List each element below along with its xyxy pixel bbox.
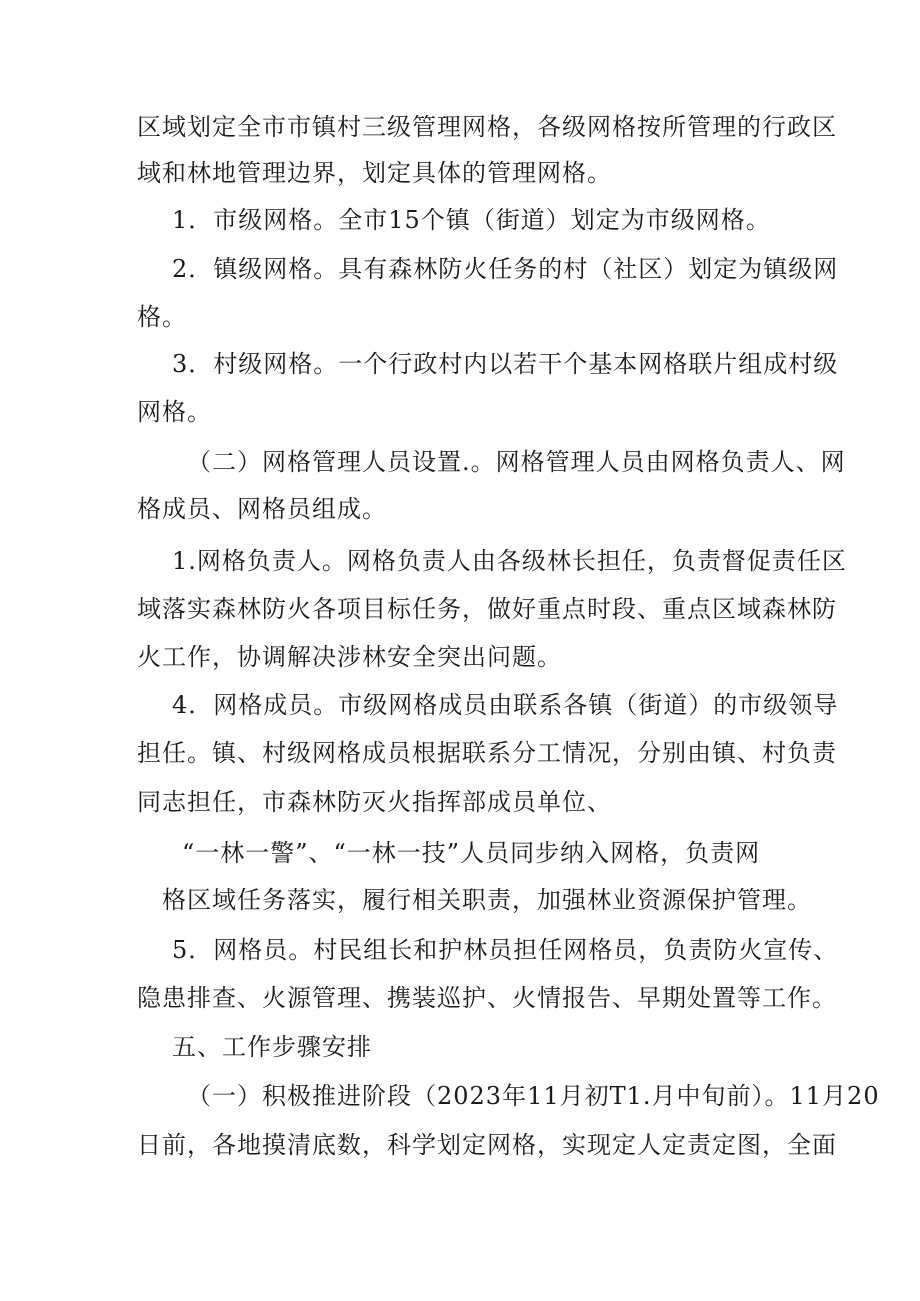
text-line: 区域划定全市市镇村三级管理网格，各级网格按所管理的行政区 (137, 113, 837, 141)
text-line: 格成员、网格员组成。 (137, 495, 387, 523)
text-line: 2．镇级网格。具有森林防火任务的村（社区）划定为镇级网 (172, 255, 839, 283)
text-line: 1.网格负责人。网格负责人由各级林长担任，负责督促责任区 (172, 547, 847, 575)
text-line: “一林一警”、“一林一技”人员同步纳入网格，负责网 (182, 839, 761, 867)
text-line: 5．网格员。村民组长和护林员担任网格员，负责防火宣传、 (172, 936, 839, 964)
text-line: 同志担任，市森林防灭火指挥部成员单位、 (137, 788, 612, 816)
text-line: 域落实森林防火各项目标任务，做好重点时段、重点区域森林防 (137, 595, 837, 623)
text-line: （一）积极推进阶段（2023年11月初T1.月中旬前）。11月20 (187, 1082, 880, 1110)
text-line: 3．村级网格。一个行政村内以若干个基本网格联片组成村级 (172, 350, 839, 378)
text-line: （二）网格管理人员设置.。网格管理人员由网格负责人、网 (187, 448, 846, 476)
section-heading: 五、工作步骤安排 (172, 1033, 372, 1061)
text-line: 格区域任务落实，履行相关职责，加强林业资源保护管理。 (162, 886, 812, 914)
text-line: 1．市级网格。全市15个镇（街道）划定为市级网格。 (172, 206, 771, 234)
text-line: 火工作，协调解决涉林安全突出问题。 (137, 643, 562, 671)
text-line: 担任。镇、村级网格成员根据联系分工情况，分别由镇、村负责 (137, 739, 837, 767)
text-line: 4．网格成员。市级网格成员由联系各镇（街道）的市级领导 (172, 691, 839, 719)
text-line: 域和林地管理边界，划定具体的管理网格。 (137, 159, 612, 187)
text-line: 格。 (137, 303, 187, 331)
text-line: 日前，各地摸清底数，科学划定网格，实现定人定责定图，全面 (137, 1131, 837, 1159)
text-line: 网格。 (137, 398, 212, 426)
text-line: 隐患排查、火源管理、携装巡护、火情报告、早期处置等工作。 (137, 984, 837, 1012)
